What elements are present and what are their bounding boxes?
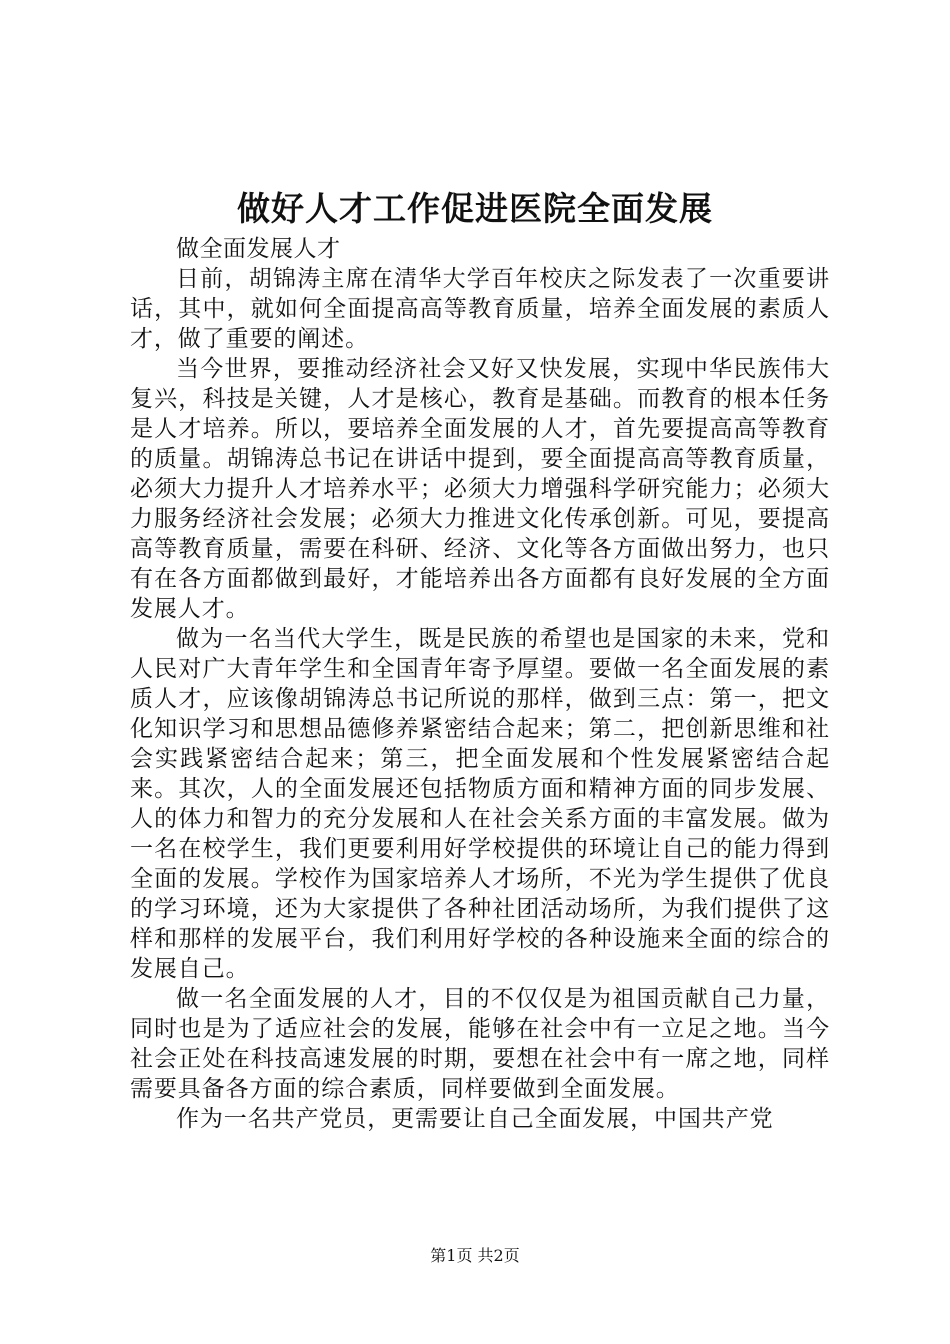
- paragraph: 作为一名共产党员，更需要让自己全面发展，中国共产党: [176, 1106, 774, 1132]
- page-footer: 第1页 共2页: [430, 1246, 520, 1265]
- paragraph: 当今世界，要推动经济社会又好又快发展，实现中华民族伟大复兴，科技是关键，人才是核心，教育是基础。而教育的根本任务是人才培养。所以，要培养全面发展的人才，首先要提高高等教育的质量。胡锦涛总书记在讲话中提到，要全面提高高等教育质量，必须大力提升人才培养水平；必须大力增强科学研究能力；必须大力服务经济社会发展；必须大力推进文化传承创新。可见，要提高高等教育质量，需要在科研、经济、文化等各方面做出努力，也只有在各方面都做到最好，才能培养出各方面都有良好发展的全方面发展人才。: [130, 356, 830, 622]
- document-title: 做好人才工作促进医院全面发展: [237, 189, 713, 228]
- paragraph-subheading: 做全面发展人才: [176, 236, 341, 262]
- paragraph: 日前，胡锦涛主席在清华大学百年校庆之际发表了一次重要讲话，其中，就如何全面提高高等教育质量，培养全面发展的素质人才，做了重要的阐述。: [130, 266, 830, 352]
- paragraph: 做一名全面发展的人才，目的不仅仅是为祖国贡献自己力量，同时也是为了适应社会的发展，能够在社会中有一立足之地。当今社会正处在科技高速发展的时期，要想在社会中有一席之地，同样需要具备各方面的综合素质，同样要做到全面发展。: [130, 986, 830, 1102]
- paragraph: 做为一名当代大学生，既是民族的希望也是国家的未来，党和人民对广大青年学生和全国青年寄予厚望。要做一名全面发展的素质人才，应该像胡锦涛总书记所说的那样，做到三点：第一，把文化知识学习和思想品德修养紧密结合起来；第二，把创新思维和社会实践紧密结合起来；第三，把全面发展和个性发展紧密结合起来。其次，人的全面发展还包括物质方面和精神方面的同步发展、人的体力和智力的充分发展和人在社会关系方面的丰富发展。做为一名在校学生，我们更要利用好学校提供的环境让自己的能力得到全面的发展。学校作为国家培养人才场所，不光为学生提供了优良的学习环境，还为大家提供了各种社团活动场所，为我们提供了这样和那样的发展平台，我们利用好学校的各种设施来全面的综合的发展自己。: [130, 626, 830, 982]
- document-body: [130, 234, 830, 1134]
